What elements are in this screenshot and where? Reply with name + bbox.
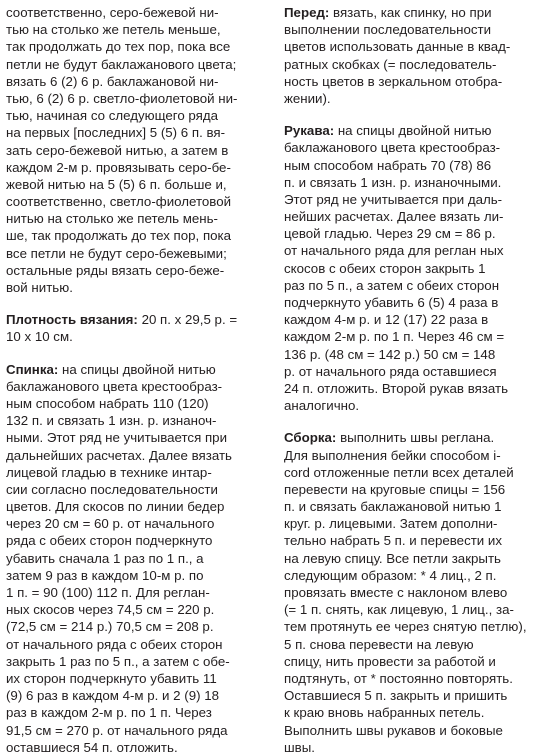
text-line: баклажанового цвета крестообраз- xyxy=(284,140,501,156)
text-line: тью на столько же петель меньше, xyxy=(6,22,221,38)
density-line-1 xyxy=(6,311,268,328)
back-body xyxy=(6,378,268,756)
sleeves-section xyxy=(284,122,536,414)
text-line: оставшиеся 54 п. отложить. xyxy=(6,739,178,755)
back-heading: Спинка: xyxy=(6,361,59,377)
text-line: зать серо-бежевой нитью, а затем в xyxy=(6,142,229,158)
text-line: следующим образом: * 4 лиц., 2 п. xyxy=(284,567,497,583)
density-text: 20 п. х 29,5 р. = xyxy=(137,312,238,328)
front-body xyxy=(284,21,536,107)
text-line: ными. Этот ряд не учитывается при xyxy=(6,430,227,446)
text-line: тельно набрать 5 п. и перевести их xyxy=(284,533,503,549)
front-section xyxy=(284,4,536,107)
right-column xyxy=(284,4,536,756)
text-line: нейших расчетах. Далее вязать ли- xyxy=(284,209,504,225)
text-line: ряда с обеих сторон подчеркнуто xyxy=(6,533,213,549)
text-line: так продолжать до тех пор, пока все xyxy=(6,39,231,55)
text-line: каждом 2-м р. провязывать серо-бе- xyxy=(6,159,231,175)
text-line: соответственно, светло-фиолетовой xyxy=(6,194,232,210)
intro-paragraph xyxy=(6,4,268,296)
text-line: закрыть 1 раз по 5 п., а затем с обе- xyxy=(6,653,230,669)
text-line: п. и связать 1 изн. р. изнаночными. xyxy=(284,174,502,190)
text-line: сии согласно последовательности xyxy=(6,481,218,497)
text-line: остальные ряды вязать серо-беже- xyxy=(6,262,225,278)
text-line: 132 п. и связать 1 изн. р. изнаноч- xyxy=(6,413,217,429)
text-line: каждом 4-м р. и 12 (17) 22 раза в xyxy=(284,312,489,328)
text-line: подтянуть, от * постоянно повторять. xyxy=(284,670,513,686)
paragraph-gap xyxy=(284,414,536,429)
text-line: (9) 6 раз в каждом 4-м р. и 2 (9) 18 xyxy=(6,688,220,704)
text-line: дальнейших расчетах. Далее вязать xyxy=(6,447,232,463)
text-line: спицу, нить провести за работой и xyxy=(284,653,496,669)
paragraph-gap xyxy=(6,296,268,311)
text-line: ных скосов через 74,5 см = 220 р. xyxy=(6,602,215,618)
text-line: Оставшиеся 5 п. закрыть и пришить xyxy=(284,688,508,704)
text-line: на левую спицу. Все петли закрыть xyxy=(284,550,501,566)
text-line: круг. р. лицевыми. Затем дополни- xyxy=(284,516,498,532)
text-line: от начального ряда с обеих сторон xyxy=(6,636,223,652)
text-line: ным способом набрать 70 (78) 86 xyxy=(284,157,492,173)
text-line: выполнении последовательности xyxy=(284,22,492,38)
text-line: цевой гладью. Через 29 см = 86 р. xyxy=(284,226,496,242)
front-heading: Перед: xyxy=(284,5,330,20)
text-line: 24 п. отложить. Второй рукав вязать xyxy=(284,380,509,396)
text-line: петли не будут баклажанового цвета; xyxy=(6,56,237,72)
text-line: через 20 см = 60 р. от начального xyxy=(6,516,215,532)
text-line: вой нитью. xyxy=(6,280,73,295)
text-line: (72,5 см = 214 р.) 70,5 см = 208 р. xyxy=(6,619,214,635)
text-line: тью, начиная со следующего ряда xyxy=(6,108,219,124)
text-line: р. от начального ряда оставшиеся xyxy=(284,363,497,379)
text-line: раз по 5 п., а затем с обеих сторон xyxy=(284,277,500,293)
assembly-text: выполнить швы реглана. xyxy=(336,430,495,446)
text-line: швы. xyxy=(284,739,315,755)
back-line-1 xyxy=(6,361,268,378)
text-line: тью, 6 (2) 6 р. светло-фиолетовой ни- xyxy=(6,90,238,106)
text-line: их сторон подчеркнуто убавить 11 xyxy=(6,670,217,686)
paragraph-gap xyxy=(6,346,268,361)
assembly-body xyxy=(284,447,536,756)
text-line: Этот ряд не учитывается при даль- xyxy=(284,191,503,207)
front-line-1 xyxy=(284,4,536,21)
text-line: Выполнить швы рукавов и боковые xyxy=(284,722,503,738)
text-line: от начального ряда для реглан ных xyxy=(284,243,504,259)
text-line: ным способом набрать 110 (120) xyxy=(6,395,209,411)
text-line: (= 1 п. снять, как лицевую, 1 лиц., за- xyxy=(284,602,514,618)
density-heading: Плотность вязания: xyxy=(6,312,138,328)
text-line: цветов использовать данные в квад- xyxy=(284,39,511,55)
text-line: 136 р. (48 см = 142 р.) 50 см = 148 xyxy=(284,346,496,362)
text-line: баклажанового цвета крестообраз- xyxy=(6,378,223,394)
text-line: скосов с обеих сторон закрыть 1 xyxy=(284,260,486,276)
text-line: 1 п. = 90 (100) 112 п. Для реглан- xyxy=(6,585,210,600)
text-line: убавить сначала 1 раз по 1 п., а xyxy=(6,550,204,566)
text-line: ратных скобках (= последователь- xyxy=(284,56,497,72)
text-line: все петли не будут серо-бежевыми; xyxy=(6,245,227,261)
text-line: соответственно, серо-бежевой ни- xyxy=(6,5,219,20)
back-text: на спицы двойной нитью xyxy=(58,361,216,377)
text-line: перевести на круговые спицы = 156 xyxy=(284,481,506,497)
text-line: жевой нитью на 5 (5) 6 п. больше и, xyxy=(6,176,227,192)
front-text: вязать, как спинку, но при xyxy=(329,5,492,20)
text-line: ность цветов в зеркальном отобра- xyxy=(284,73,503,89)
text-line: к краю вновь набранных петель. xyxy=(284,705,485,721)
sleeves-line-1 xyxy=(284,122,536,139)
density-section xyxy=(6,311,268,345)
assembly-line-1 xyxy=(284,429,536,446)
text-line: 91,5 см = 270 р. от начального ряда xyxy=(6,722,228,738)
text-line: 5 п. снова перевести на левую xyxy=(284,636,474,652)
assembly-section xyxy=(284,429,536,756)
text-line: cord отложенные петли всех деталей xyxy=(284,464,514,480)
text-line: каждом 2-м р. по 1 п. Через 46 см = xyxy=(284,329,505,345)
text-line: нитью на столько же петель мень- xyxy=(6,211,218,227)
text-line: жении). xyxy=(284,90,331,106)
text-line: вязать 6 (2) 6 р. баклажановой ни- xyxy=(6,73,219,89)
text-line: на первых [последних] 5 (5) 6 п. вя- xyxy=(6,125,226,141)
text-line: Для выполнения бейки способом i- xyxy=(284,447,501,463)
text-line: п. и связать баклажановой нитью 1 xyxy=(284,499,502,515)
sleeves-text: на спицы двойной нитью xyxy=(334,123,492,139)
text-line: лицевой гладью в технике интар- xyxy=(6,464,212,480)
text-line: затем 9 раз в каждом 10-м р. по xyxy=(6,567,204,583)
density-line-2: 10 х 10 см. xyxy=(6,329,73,345)
text-line: тем протянуть ее через снятую петлю), xyxy=(284,619,527,635)
sleeves-heading: Рукава: xyxy=(284,123,335,139)
paragraph-gap xyxy=(284,107,536,122)
text-line: провязать вместе с наклоном влево xyxy=(284,585,508,600)
left-column xyxy=(6,4,268,756)
assembly-heading: Сборка: xyxy=(284,430,337,446)
text-line: цветов. Для скосов по линии бедер xyxy=(6,499,225,515)
text-line: подчеркнуто убавить 6 (5) 4 раза в xyxy=(284,295,499,310)
text-line: аналогично. xyxy=(284,398,360,414)
text-line: раз в каждом 2-м р. по 1 п. Через xyxy=(6,705,212,721)
back-section xyxy=(6,361,268,756)
sleeves-body xyxy=(284,139,536,414)
text-line: ше, так продолжать до тех пор, пока xyxy=(6,228,232,244)
